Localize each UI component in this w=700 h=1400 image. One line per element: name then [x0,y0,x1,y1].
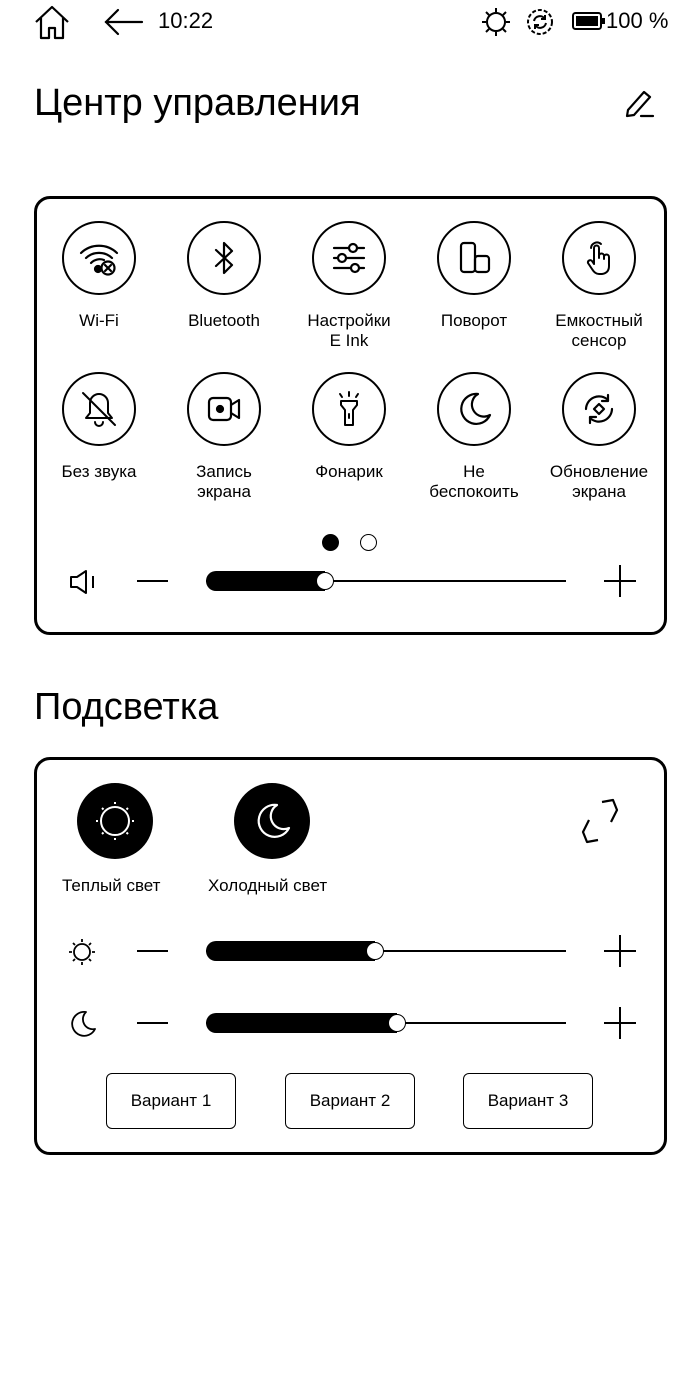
warm-light-label: Теплый свет [62,876,161,895]
section-title-backlight: Подсветка [34,686,219,728]
preset-3-button[interactable]: Вариант 3 [463,1073,593,1129]
cold-light-slider[interactable] [206,1013,566,1033]
warm-light-increase-button[interactable] [604,935,636,967]
cold-light-decrease-button[interactable] [137,1022,168,1024]
screen-record-toggle[interactable] [161,372,287,502]
sun-icon [67,937,97,967]
tile-label: Запись экрана [196,462,252,501]
preset-2-button[interactable]: Вариант 2 [285,1073,415,1129]
touch-icon [577,236,621,280]
wifi-off-icon [77,236,121,280]
screen-refresh-toggle[interactable] [536,372,662,502]
wifi-toggle[interactable] [36,221,162,331]
tile-label: Wi-Fi [79,311,119,330]
rotation-icon [452,236,496,280]
cold-light-label: Холодный свет [208,876,328,895]
touch-sensor-toggle[interactable] [536,221,662,351]
volume-increase-button[interactable] [604,565,636,597]
back-arrow-icon[interactable] [102,6,144,38]
page-indicator-dot-1[interactable] [322,534,339,551]
eink-settings-toggle[interactable] [286,221,412,351]
bell-off-icon [77,387,121,431]
tile-label: Не беспокоить [429,462,519,501]
rotation-toggle[interactable] [411,221,537,331]
cold-light-button[interactable] [234,783,310,859]
volume-decrease-button[interactable] [137,580,168,582]
flashlight-toggle[interactable] [286,372,412,482]
screen-record-icon [202,387,246,431]
tile-label: Поворот [440,311,508,330]
bluetooth-icon [202,236,246,280]
preset-1-button[interactable]: Вариант 1 [106,1073,236,1129]
cold-light-increase-button[interactable] [604,1007,636,1039]
volume-slider[interactable] [206,571,566,591]
status-time: 10:22 [158,8,214,33]
pencil-icon[interactable] [622,86,656,120]
tile-label: Настройки E Ink [307,311,391,350]
tile-label: Обновление экрана [549,462,649,501]
warm-light-slider[interactable] [206,941,566,961]
do-not-disturb-toggle[interactable] [411,372,537,502]
warm-light-button[interactable] [77,783,153,859]
battery-percentage: 100 % [606,8,669,33]
volume-icon [68,568,98,596]
page-indicator-dot-2[interactable] [360,534,377,551]
bluetooth-toggle[interactable] [161,221,287,331]
mute-toggle[interactable] [36,372,162,482]
sync-icon [524,6,556,38]
moon-icon [452,387,496,431]
tile-label: Фонарик [315,462,383,481]
flashlight-icon [327,387,371,431]
tile-label: Bluetooth [188,311,260,330]
sun-icon [93,799,137,843]
refresh-icon [577,387,621,431]
home-icon[interactable] [32,2,72,42]
tile-label: Емкостный сенсор [555,311,643,350]
battery-icon [572,11,606,31]
link-icon[interactable] [578,796,622,846]
eink-settings-icon [327,236,371,280]
frontlight-icon [480,6,512,38]
moon-icon [68,1009,98,1039]
warm-light-decrease-button[interactable] [137,950,168,952]
moon-icon [250,799,294,843]
tile-label: Без звука [61,462,137,481]
page-title: Центр управления [34,82,361,124]
